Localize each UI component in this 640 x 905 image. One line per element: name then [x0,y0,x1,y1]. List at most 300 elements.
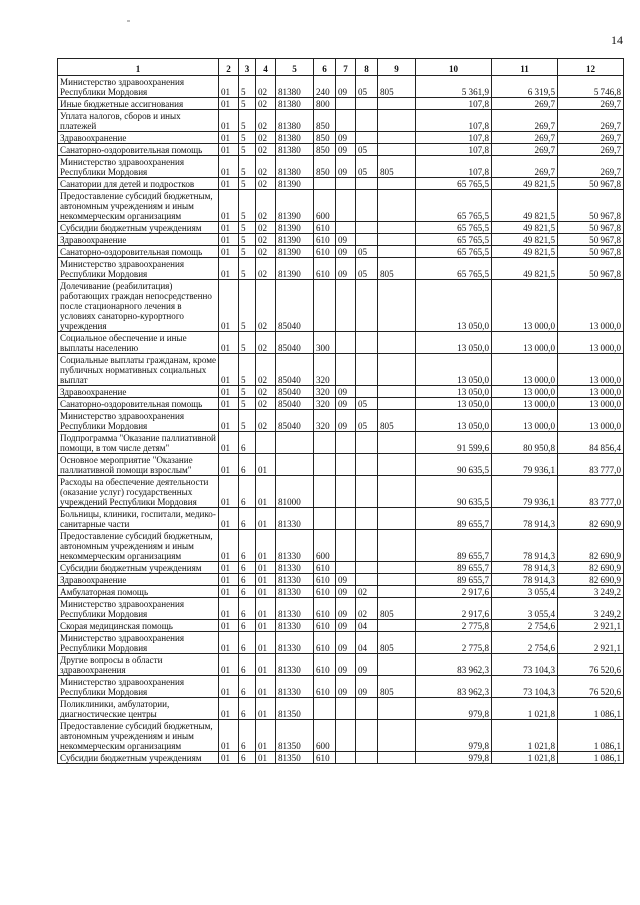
amount-col-12: 13 000,0 [558,410,624,432]
code-activity [256,432,276,454]
column-header: 4 [256,59,276,76]
code-subsection: 02 [356,586,378,598]
code-expense-type: 850 [314,110,336,132]
amount-col-12: 269,7 [558,144,624,156]
column-header: 6 [314,59,336,76]
row-label: Социальное обеспечение и иные выплаты населению [58,332,219,354]
row-label: Субсидии бюджетным учреждениям [58,562,219,574]
code-activity: 01 [256,720,276,752]
code-program: 01 [219,178,239,190]
code-direction: 85040 [276,280,314,332]
code-subsection [356,698,378,720]
code-subprogram: 5 [239,332,256,354]
code-subsection: 04 [356,632,378,654]
code-program: 01 [219,110,239,132]
code-section [336,454,356,476]
table-row [58,676,624,698]
row-label: Субсидии бюджетным учреждениям [58,752,219,764]
code-subprogram: 6 [239,508,256,530]
code-activity: 02 [256,190,276,222]
code-direction: 81000 [276,476,314,508]
code-direction: 81330 [276,654,314,676]
code-subprogram: 6 [239,654,256,676]
code-activity: 01 [256,676,276,698]
amount-col-10: 90 635,5 [416,454,492,476]
code-expense-type: 320 [314,354,336,386]
code-direction: 81330 [276,676,314,698]
code-section: 09 [336,132,356,144]
code-subprogram: 6 [239,562,256,574]
code-ministry [378,574,416,586]
code-subsection [356,234,378,246]
code-section [336,476,356,508]
code-subprogram: 6 [239,586,256,598]
table-row [58,476,624,508]
amount-col-11: 49 821,5 [492,234,558,246]
code-direction: 85040 [276,332,314,354]
table-row [58,398,624,410]
code-section: 09 [336,598,356,620]
code-section [336,752,356,764]
code-ministry [378,620,416,632]
code-direction: 85040 [276,398,314,410]
code-program: 01 [219,144,239,156]
code-activity: 02 [256,410,276,432]
amount-col-11: 49 821,5 [492,178,558,190]
amount-col-11: 2 754,6 [492,620,558,632]
table-row [58,410,624,432]
row-label: Другие вопросы в области здравоохранения [58,654,219,676]
code-section [336,432,356,454]
code-program: 01 [219,454,239,476]
code-program: 01 [219,676,239,698]
amount-col-10: 83 962,3 [416,654,492,676]
code-direction: 81330 [276,620,314,632]
amount-col-11: 269,7 [492,132,558,144]
code-program: 01 [219,354,239,386]
code-subprogram: 6 [239,752,256,764]
code-section: 09 [336,574,356,586]
code-activity: 01 [256,454,276,476]
code-activity: 02 [256,98,276,110]
table-row [58,632,624,654]
code-expense-type: 320 [314,410,336,432]
code-section: 09 [336,632,356,654]
row-label: Санаторно-оздоровительная помощь [58,246,219,258]
code-expense-type: 610 [314,620,336,632]
code-program: 01 [219,752,239,764]
code-ministry [378,190,416,222]
header-row [58,59,624,76]
code-section [336,530,356,562]
code-activity: 02 [256,222,276,234]
row-label: Предоставление субсидий бюджетным, автономным учреждениям и иным некоммерческим организациям [58,190,219,222]
code-program: 01 [219,222,239,234]
code-subsection: 04 [356,620,378,632]
code-subsection [356,190,378,222]
code-expense-type: 610 [314,632,336,654]
table-row [58,574,624,586]
code-section [336,508,356,530]
row-label: Долечивание (реабилитация) работающих граждан непосредственно после стационарного лечения в условиях санаторно-курортного учреждения [58,280,219,332]
table-row [58,654,624,676]
row-label: Министерство здравоохранения Республики Мордовия [58,632,219,654]
code-program: 01 [219,132,239,144]
code-activity: 02 [256,398,276,410]
table-row [58,598,624,620]
row-label: Субсидии бюджетным учреждениям [58,222,219,234]
code-ministry [378,178,416,190]
code-expense-type: 610 [314,246,336,258]
amount-col-11: 269,7 [492,110,558,132]
code-direction: 81380 [276,156,314,178]
amount-col-12: 76 520,6 [558,654,624,676]
code-subsection [356,454,378,476]
code-program: 01 [219,530,239,562]
scan-speck [127,20,130,22]
code-expense-type: 850 [314,132,336,144]
code-ministry [378,398,416,410]
code-subsection [356,280,378,332]
code-section: 09 [336,156,356,178]
code-ministry: 805 [378,258,416,280]
code-subprogram: 6 [239,574,256,586]
code-ministry [378,222,416,234]
code-direction: 85040 [276,386,314,398]
amount-col-11: 49 821,5 [492,190,558,222]
code-program: 01 [219,476,239,508]
amount-col-10: 2 775,8 [416,620,492,632]
code-ministry: 805 [378,156,416,178]
row-label: Здравоохранение [58,574,219,586]
code-subprogram: 5 [239,398,256,410]
code-program: 01 [219,654,239,676]
table-row [58,234,624,246]
amount-col-11: 13 000,0 [492,332,558,354]
code-activity: 02 [256,76,276,98]
amount-col-10: 979,8 [416,752,492,764]
amount-col-12: 2 921,1 [558,632,624,654]
amount-col-10: 65 765,5 [416,258,492,280]
code-expense-type: 600 [314,190,336,222]
amount-col-10: 89 655,7 [416,562,492,574]
table-row [58,110,624,132]
code-direction: 81390 [276,234,314,246]
amount-col-11: 269,7 [492,156,558,178]
amount-col-11: 73 104,3 [492,676,558,698]
amount-col-12: 50 967,8 [558,222,624,234]
amount-col-11: 13 000,0 [492,410,558,432]
amount-col-12: 269,7 [558,98,624,110]
code-subprogram: 6 [239,454,256,476]
code-ministry: 805 [378,676,416,698]
code-ministry [378,454,416,476]
code-program: 01 [219,98,239,110]
table-row [58,246,624,258]
row-label: Министерство здравоохранения Республики Мордовия [58,598,219,620]
code-direction: 81390 [276,178,314,190]
table-row [58,508,624,530]
table-row [58,720,624,752]
code-ministry [378,432,416,454]
row-label: Предоставление субсидий бюджетным, автономным учреждениям и иным некоммерческим организациям [58,720,219,752]
code-direction: 81390 [276,190,314,222]
amount-col-11: 78 914,3 [492,574,558,586]
code-expense-type: 610 [314,258,336,280]
table-row [58,98,624,110]
table-row [58,752,624,764]
code-activity: 02 [256,110,276,132]
table-row [58,454,624,476]
code-activity: 02 [256,144,276,156]
code-section: 09 [336,654,356,676]
amount-col-11: 13 000,0 [492,386,558,398]
code-section: 09 [336,676,356,698]
code-expense-type: 800 [314,98,336,110]
column-header: 1 [58,59,219,76]
table-row [58,530,624,562]
amount-col-11: 6 319,5 [492,76,558,98]
table-row [58,132,624,144]
amount-col-10: 89 655,7 [416,530,492,562]
amount-col-12: 3 249,2 [558,586,624,598]
code-program: 01 [219,698,239,720]
code-subprogram: 5 [239,410,256,432]
code-subprogram: 5 [239,222,256,234]
code-section: 09 [336,410,356,432]
code-direction: 81350 [276,720,314,752]
code-activity: 01 [256,598,276,620]
code-ministry [378,110,416,132]
code-expense-type: 850 [314,156,336,178]
code-subprogram: 5 [239,246,256,258]
code-subprogram: 5 [239,386,256,398]
code-ministry: 805 [378,76,416,98]
amount-col-10: 65 765,5 [416,222,492,234]
amount-col-10: 107,8 [416,144,492,156]
row-label: Скорая медицинская помощь [58,620,219,632]
row-label: Министерство здравоохранения Республики Мордовия [58,76,219,98]
code-expense-type: 610 [314,752,336,764]
amount-col-11: 79 936,1 [492,476,558,508]
code-expense-type [314,280,336,332]
amount-col-11: 13 000,0 [492,398,558,410]
code-subprogram: 5 [239,280,256,332]
code-program: 01 [219,190,239,222]
code-expense-type: 610 [314,676,336,698]
code-subsection [356,432,378,454]
code-subprogram: 6 [239,620,256,632]
code-subprogram: 5 [239,178,256,190]
code-ministry [378,562,416,574]
code-subsection: 09 [356,676,378,698]
row-label: Предоставление субсидий бюджетным, автономным учреждениям и иным некоммерческим организациям [58,530,219,562]
code-activity: 01 [256,530,276,562]
amount-col-10: 65 765,5 [416,246,492,258]
code-subprogram: 5 [239,144,256,156]
row-label: Уплата налогов, сборов и иных платежей [58,110,219,132]
code-activity: 01 [256,620,276,632]
code-subprogram: 6 [239,530,256,562]
code-section [336,698,356,720]
code-section: 09 [336,76,356,98]
code-activity: 02 [256,280,276,332]
code-subprogram: 5 [239,132,256,144]
amount-col-11: 49 821,5 [492,246,558,258]
code-subsection: 05 [356,156,378,178]
code-subsection [356,752,378,764]
code-activity: 02 [256,354,276,386]
code-ministry [378,332,416,354]
column-header: 7 [336,59,356,76]
column-header: 2 [219,59,239,76]
code-subsection: 09 [356,654,378,676]
code-ministry [378,132,416,144]
amount-col-12: 3 249,2 [558,598,624,620]
amount-col-12: 82 690,9 [558,574,624,586]
amount-col-11: 269,7 [492,98,558,110]
code-ministry [378,246,416,258]
code-direction: 81390 [276,222,314,234]
code-program: 01 [219,720,239,752]
code-subprogram: 5 [239,354,256,386]
code-direction: 81390 [276,258,314,280]
amount-col-10: 979,8 [416,698,492,720]
table-row [58,258,624,280]
row-label: Здравоохранение [58,386,219,398]
row-label: Больницы, клиники, госпитали, медико-санитарные части [58,508,219,530]
code-subsection [356,132,378,144]
code-ministry: 805 [378,632,416,654]
code-direction: 81380 [276,76,314,98]
row-label: Иные бюджетные ассигнования [58,98,219,110]
amount-col-10: 13 050,0 [416,280,492,332]
amount-col-12: 83 777,0 [558,476,624,508]
amount-col-10: 2 775,8 [416,632,492,654]
row-label: Основное мероприятие "Оказание паллиативной помощи взрослым" [58,454,219,476]
code-subsection [356,354,378,386]
amount-col-12: 50 967,8 [558,178,624,190]
code-subprogram: 6 [239,720,256,752]
amount-col-11: 73 104,3 [492,654,558,676]
code-subprogram: 6 [239,676,256,698]
code-subprogram: 5 [239,156,256,178]
code-subsection [356,110,378,132]
amount-col-12: 50 967,8 [558,190,624,222]
code-direction: 85040 [276,410,314,432]
amount-col-12: 1 086,1 [558,720,624,752]
code-direction: 81380 [276,110,314,132]
amount-col-12: 13 000,0 [558,386,624,398]
row-label: Амбулаторная помощь [58,586,219,598]
code-activity: 01 [256,562,276,574]
code-section: 09 [336,234,356,246]
code-expense-type [314,432,336,454]
amount-col-10: 91 599,6 [416,432,492,454]
code-direction: 81330 [276,574,314,586]
code-direction: 81390 [276,246,314,258]
code-subsection: 05 [356,410,378,432]
table-row [58,386,624,398]
amount-col-12: 76 520,6 [558,676,624,698]
code-ministry: 805 [378,598,416,620]
code-activity: 02 [256,386,276,398]
amount-col-10: 2 917,6 [416,586,492,598]
code-expense-type [314,698,336,720]
amount-col-12: 269,7 [558,110,624,132]
column-header: 9 [378,59,416,76]
amount-col-11: 79 936,1 [492,454,558,476]
code-subsection [356,530,378,562]
code-direction: 81330 [276,530,314,562]
code-subsection [356,562,378,574]
code-section [336,562,356,574]
code-expense-type: 300 [314,332,336,354]
code-program: 01 [219,398,239,410]
code-subsection: 05 [356,398,378,410]
code-expense-type: 610 [314,586,336,598]
amount-col-12: 13 000,0 [558,354,624,386]
code-program: 01 [219,332,239,354]
code-ministry [378,654,416,676]
code-activity: 01 [256,586,276,598]
code-subprogram: 6 [239,698,256,720]
amount-col-12: 1 086,1 [558,752,624,764]
code-expense-type [314,508,336,530]
row-label: Министерство здравоохранения Республики Мордовия [58,258,219,280]
code-ministry [378,476,416,508]
code-section [336,332,356,354]
amount-col-11: 13 000,0 [492,280,558,332]
code-section [336,720,356,752]
code-ministry [378,98,416,110]
amount-col-10: 89 655,7 [416,574,492,586]
code-ministry [378,354,416,386]
code-activity: 01 [256,476,276,508]
column-header: 11 [492,59,558,76]
code-program: 01 [219,586,239,598]
code-program: 01 [219,632,239,654]
code-subsection: 05 [356,144,378,156]
code-program: 01 [219,386,239,398]
table-row [58,280,624,332]
code-program: 01 [219,234,239,246]
table-row [58,432,624,454]
row-label: Здравоохранение [58,132,219,144]
amount-col-10: 107,8 [416,156,492,178]
code-ministry [378,144,416,156]
code-expense-type: 610 [314,234,336,246]
row-label: Подпрограмма "Оказание паллиативной помощи, в том числе детям" [58,432,219,454]
budget-table [57,58,624,764]
amount-col-12: 1 086,1 [558,698,624,720]
code-program: 01 [219,574,239,586]
table-row [58,562,624,574]
amount-col-12: 13 000,0 [558,280,624,332]
code-expense-type: 610 [314,562,336,574]
code-subsection: 02 [356,598,378,620]
amount-col-11: 1 021,8 [492,752,558,764]
table-row [58,190,624,222]
amount-col-12: 5 746,8 [558,76,624,98]
code-activity: 02 [256,156,276,178]
amount-col-11: 3 055,4 [492,586,558,598]
code-activity: 01 [256,574,276,586]
code-section: 09 [336,398,356,410]
amount-col-10: 5 361,9 [416,76,492,98]
row-label: Санатории для детей и подростков [58,178,219,190]
code-expense-type: 320 [314,398,336,410]
